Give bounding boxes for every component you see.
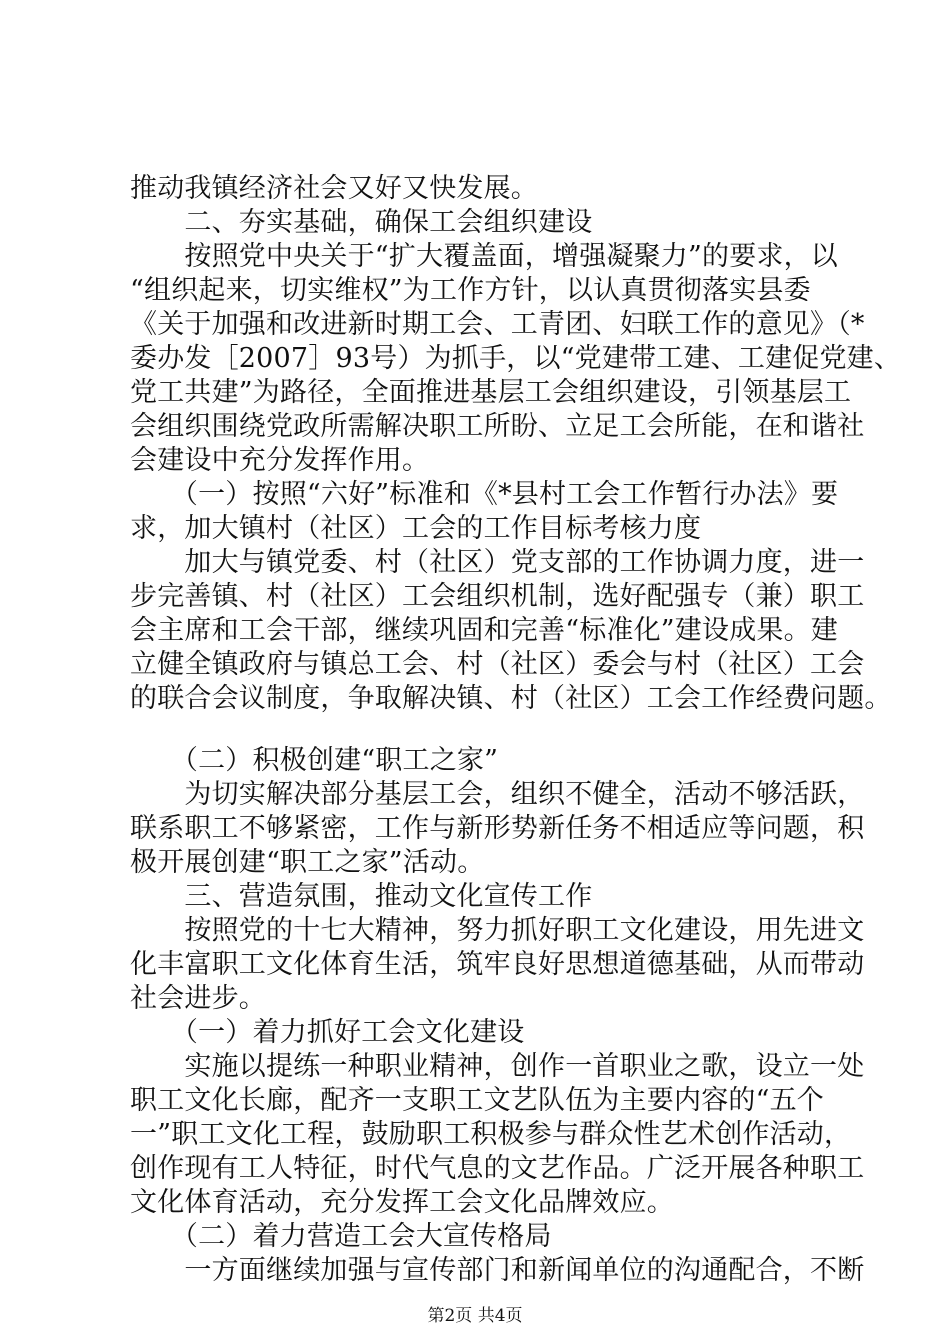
body-text-line: 创作现有工人特征，时代气息的文艺作品。广泛开展各种职工 (130, 1153, 865, 1184)
subsection-heading: （二）着力营造工会大宣传格局 (130, 1221, 552, 1252)
body-text-line: 实施以提练一种职业精神，创作一首职业之歌，设立一处 (130, 1051, 865, 1082)
body-text-line: 立健全镇政府与镇总工会、村（社区）委会与村（社区）工会 (130, 649, 865, 680)
page-footer: 第2页 共4页 (427, 1306, 523, 1326)
body-text-line: 的联合会议制度，争取解决镇、村（社区）工会工作经费问题。 (130, 683, 892, 714)
body-text-line: 按照党的十七大精神，努力抓好职工文化建设，用先进文 (130, 915, 865, 946)
body-text-line: 为切实解决部分基层工会，组织不健全，活动不够活跃， (130, 779, 865, 810)
body-text-line: 会组织围绕党政所需解决职工所盼、立足工会所能，在和谐社 (130, 411, 865, 442)
body-text-line: 会主席和工会干部，继续巩固和完善“标准化”建设成果。建 (130, 615, 839, 646)
subsection-heading: 求，加大镇村（社区）工会的工作目标考核力度 (130, 513, 702, 544)
body-text-line: “组织起来，切实维权”为工作方针，以认真贯彻落实县委 (130, 275, 811, 306)
subsection-heading: （一）按照“六好”标准和《*县村工会工作暂行办法》要 (130, 479, 839, 510)
body-text-line: 党工共建”为路径，全面推进基层工会组织建设，引领基层工 (130, 377, 852, 408)
body-text-line: 职工文化长廊，配齐一支职工文艺队伍为主要内容的“五个 (130, 1085, 825, 1116)
body-text-line: 按照党中央关于“扩大覆盖面，增强凝聚力”的要求，以 (130, 241, 839, 272)
body-text-line: 步完善镇、村（社区）工会组织机制，选好配强专（兼）职工 (130, 581, 865, 612)
body-text-line: 委办发［2007］93号）为抓手，以“党建带工建、工建促党建、 (130, 343, 902, 374)
body-text-line: 推动我镇经济社会又好又快发展。 (130, 173, 538, 204)
body-text-line: 联系职工不够紧密，工作与新形势新任务不相适应等问题，积 (130, 813, 865, 844)
body-text-line: 加大与镇党委、村（社区）党支部的工作协调力度，进一 (130, 547, 865, 578)
body-text-line: 《关于加强和改进新时期工会、工青团、妇联工作的意见》（* (130, 309, 865, 340)
body-text-line: 社会进步。 (130, 983, 266, 1014)
body-text-line: 一方面继续加强与宣传部门和新闻单位的沟通配合，不断 (130, 1255, 865, 1286)
body-text-line: 化丰富职工文化体育生活，筑牢良好思想道德基础，从而带动 (130, 949, 865, 980)
section-heading: 三、营造氛围，推动文化宣传工作 (130, 881, 593, 912)
body-text-line: 极开展创建“职工之家”活动。 (130, 847, 485, 878)
section-heading: 二、夯实基础，确保工会组织建设 (130, 207, 593, 238)
subsection-heading: （一）着力抓好工会文化建设 (130, 1017, 525, 1048)
body-text-line: 一”职工文化工程，鼓励职工积极参与群众性艺术创作活动， (130, 1119, 852, 1150)
subsection-heading: （二）积极创建“职工之家” (130, 745, 499, 776)
body-text-line: 文化体育活动，充分发挥工会文化品牌效应。 (130, 1187, 674, 1218)
body-text-line: 会建设中充分发挥作用。 (130, 445, 430, 476)
